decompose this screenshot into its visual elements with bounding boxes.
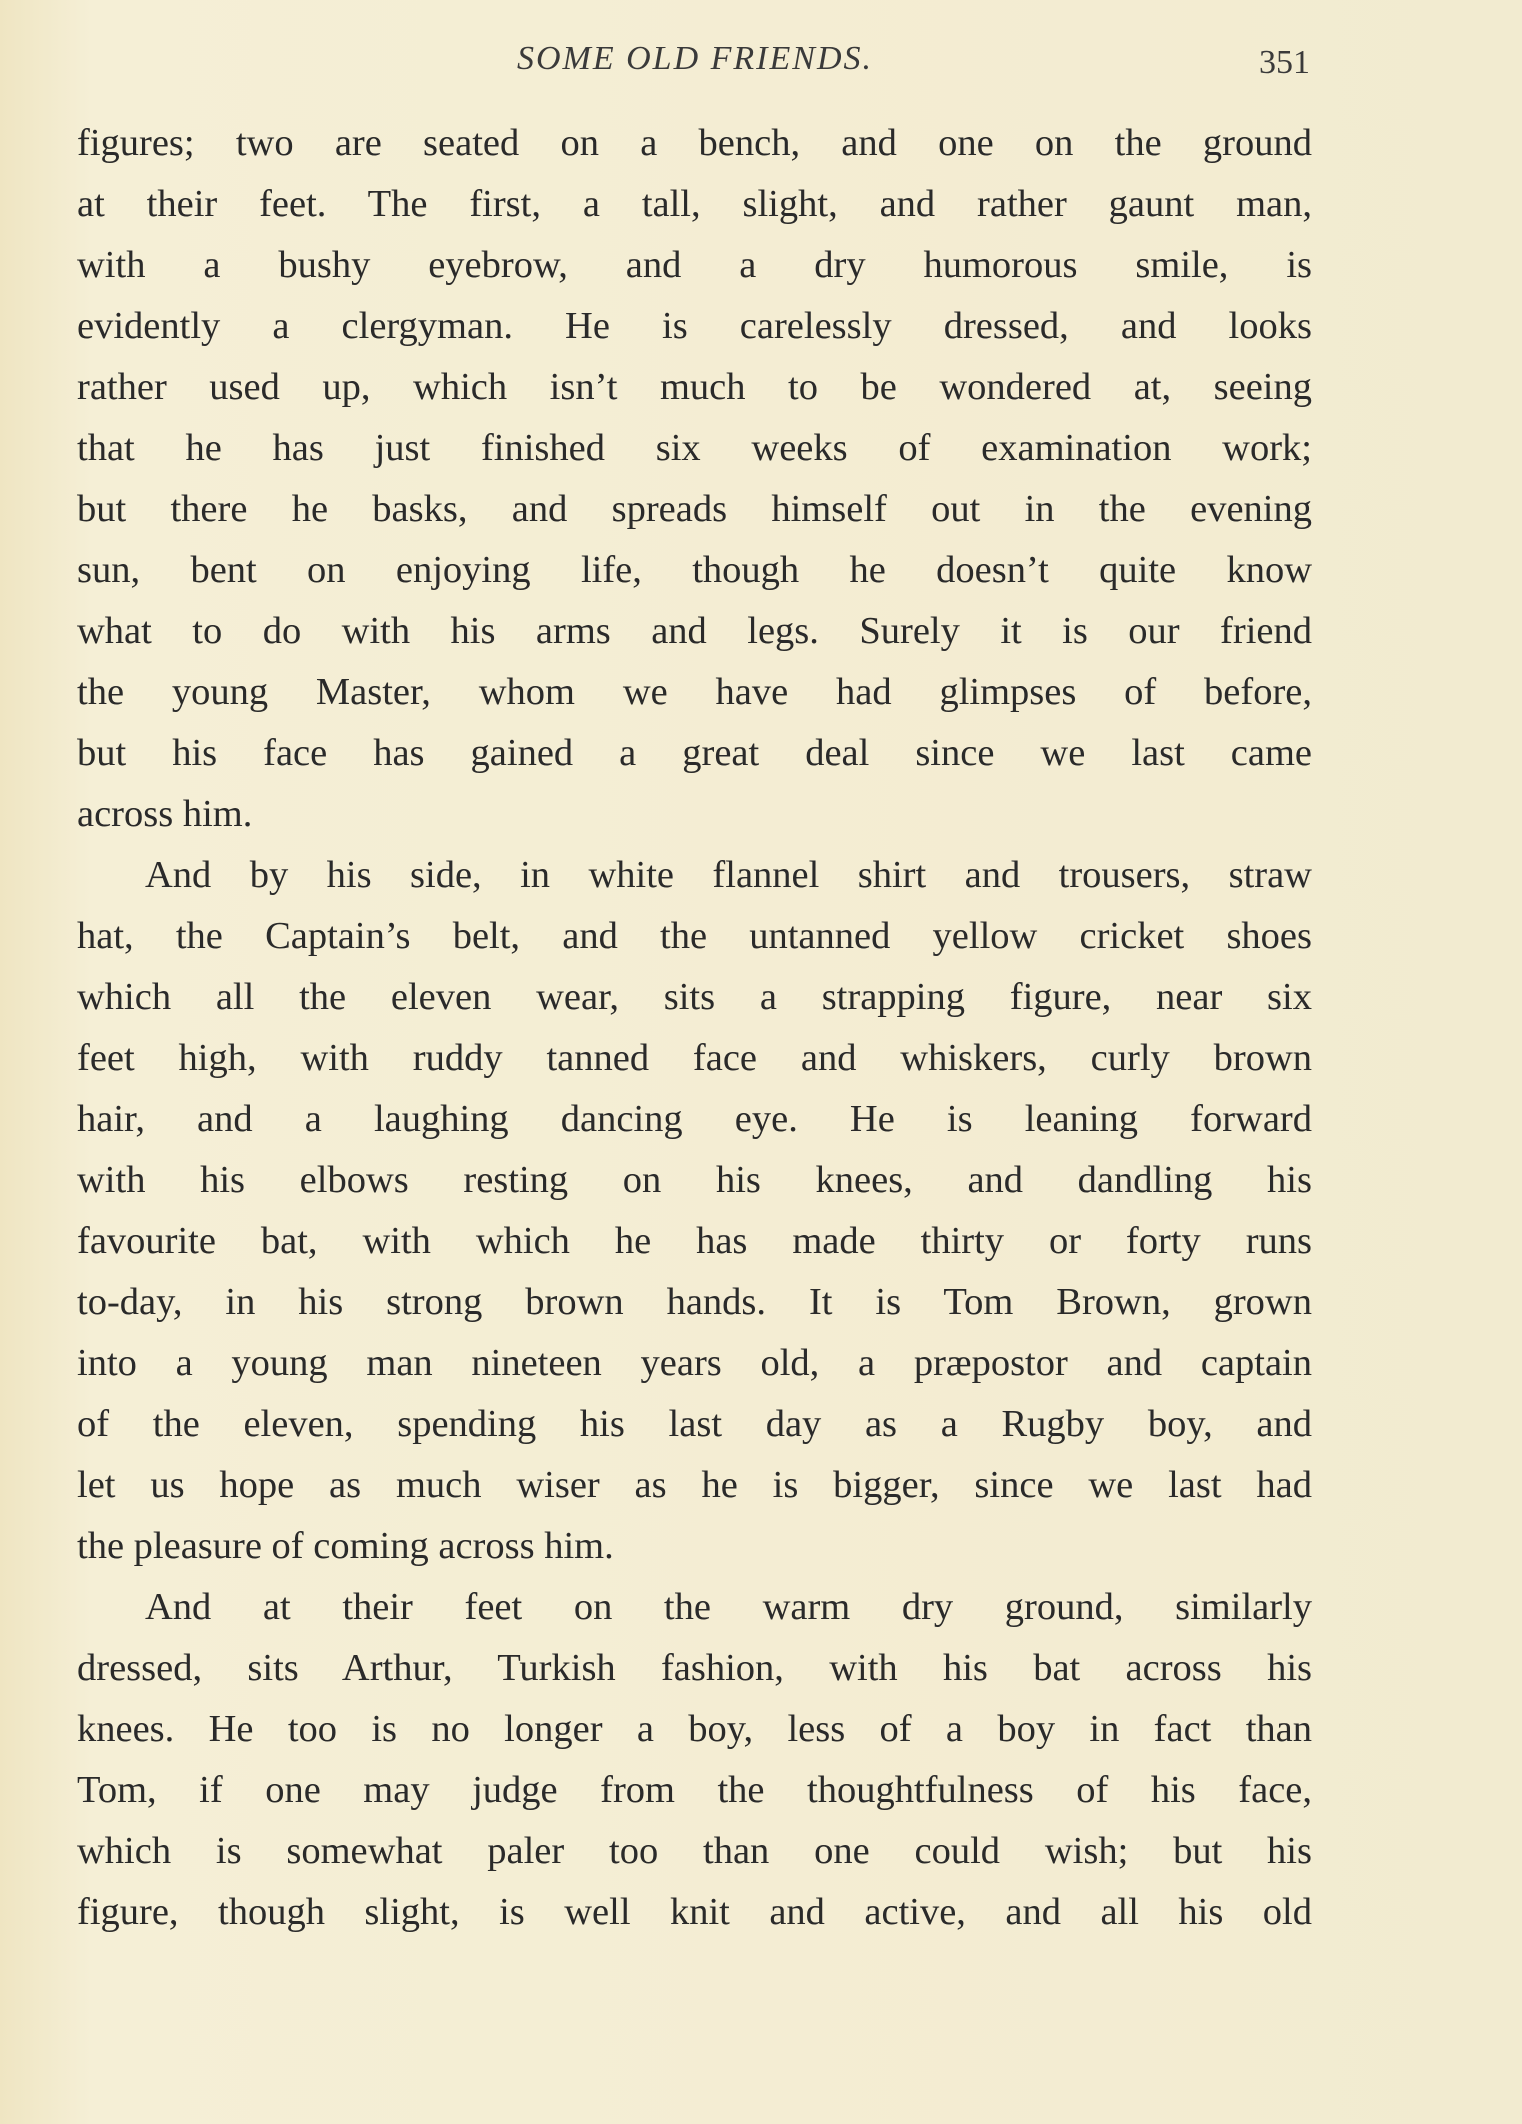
paragraph-end-line: the pleasure of coming across him.: [77, 1525, 614, 1567]
text-line: to-day, in his strong brown hands. It is Tom Brown, grown: [77, 1281, 1312, 1323]
text-line: dressed, sits Arthur, Turkish fashion, with his bat across his: [77, 1647, 1312, 1689]
text-line: with his elbows resting on his knees, and dandling his: [77, 1159, 1312, 1201]
text-line: Tom, if one may judge from the thoughtfulness of his face,: [77, 1769, 1312, 1811]
text-line: evidently a clergyman. He is carelessly dressed, and looks: [77, 305, 1312, 347]
text-line: let us hope as much wiser as he is bigger, since we last had: [77, 1464, 1312, 1506]
text-line: which is somewhat paler too than one could wish; but his: [77, 1830, 1312, 1872]
text-line: at their feet. The first, a tall, slight, and rather gaunt man,: [77, 183, 1312, 225]
text-line: figures; two are seated on a bench, and one on the ground: [77, 122, 1312, 164]
text-line: the young Master, whom we have had glimpses of before,: [77, 671, 1312, 713]
page-number: 351: [1259, 44, 1310, 81]
text-line: figure, though slight, is well knit and active, and all his old: [77, 1891, 1312, 1933]
body-text: [77, 113, 1312, 1943]
text-line: hair, and a laughing dancing eye. He is leaning forward: [77, 1098, 1312, 1140]
text-line: with a bushy eyebrow, and a dry humorous smile, is: [77, 244, 1312, 286]
paragraph-start-line: And at their feet on the warm dry ground, similarly: [145, 1586, 1312, 1628]
text-line: sun, bent on enjoying life, though he doesn’t quite know: [77, 549, 1312, 591]
text-line: which all the eleven wear, sits a strapping figure, near six: [77, 976, 1312, 1018]
text-line: knees. He too is no longer a boy, less of a boy in fact than: [77, 1708, 1312, 1750]
paragraph-end-line: across him.: [77, 793, 253, 835]
text-line: into a young man nineteen years old, a præpostor and captain: [77, 1342, 1312, 1384]
text-line: but there he basks, and spreads himself out in the evening: [77, 488, 1312, 530]
running-head: [80, 40, 1310, 92]
text-line: favourite bat, with which he has made thirty or forty runs: [77, 1220, 1312, 1262]
text-line: hat, the Captain’s belt, and the untanned yellow cricket shoes: [77, 915, 1312, 957]
text-line: feet high, with ruddy tanned face and whiskers, curly brown: [77, 1037, 1312, 1079]
running-title: SOME OLD FRIENDS.: [516, 40, 874, 77]
text-line: but his face has gained a great deal since we last came: [77, 732, 1312, 774]
text-line: of the eleven, spending his last day as a Rugby boy, and: [77, 1403, 1312, 1445]
text-line: rather used up, which isn’t much to be wondered at, seeing: [77, 366, 1312, 408]
paragraph-start-line: And by his side, in white flannel shirt and trousers, straw: [145, 854, 1312, 896]
text-line: what to do with his arms and legs. Surely it is our friend: [77, 610, 1312, 652]
text-line: that he has just finished six weeks of examination work;: [77, 427, 1312, 469]
